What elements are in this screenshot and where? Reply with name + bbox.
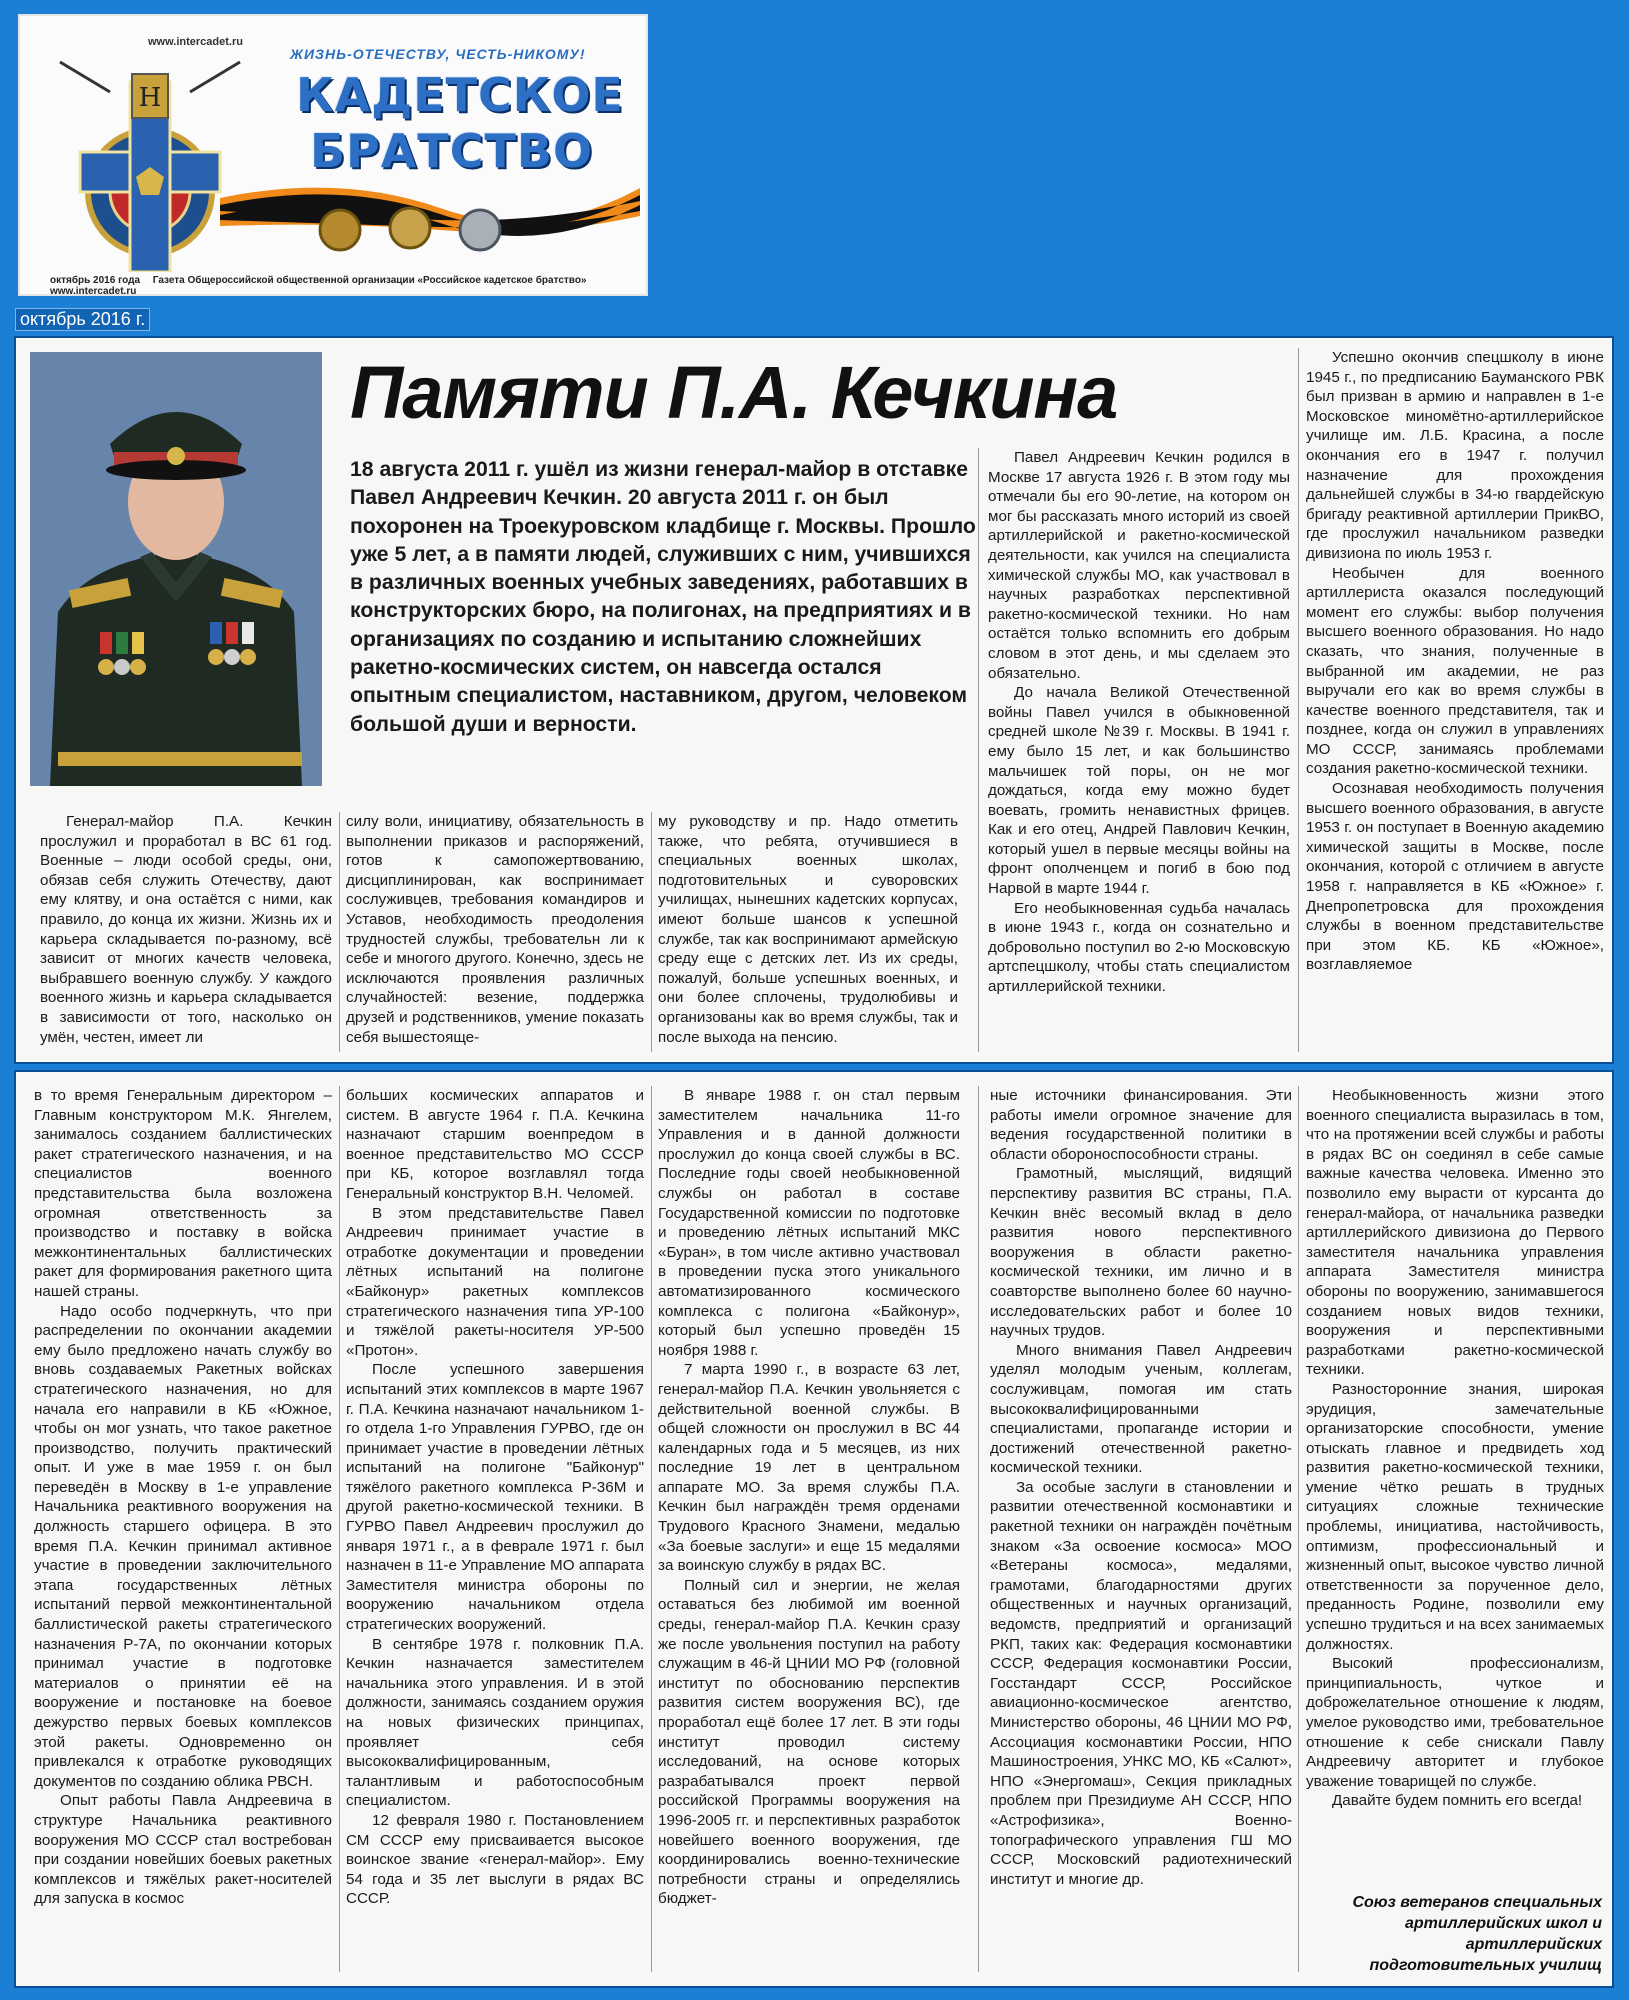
article-paragraph: До начала Великой Отечественной войны Павел учился в обыкновенной средней школе №39 г. Москвы. В 1941 г. ему было 15 лет, и как большинство мальчишек той поры, он не мог дождаться, когда ему можно будет воевать, громить ненавистных фрицев. Как и его отец, Андрей Павлович Кечкин, который ушел в первые месяцы войны на фронт ополченцем и погиб в бою под Нарвой в марте 1944 г. (988, 684, 1290, 898)
portrait-photo (30, 352, 322, 786)
article-paragraph: Осознавая необходимость получения высшего военного образования, в августе 1953 г. он поступает в Военную академию химической защиты в Москве, после окончания, которой с отличием в августе 1958 г. направляется в КБ «Южное» г. Днепропетровска для прохождения службы в военном представительстве при этом КБ. КБ «Южное», возглавляемое (1306, 780, 1604, 974)
article-paragraph: В январе 1988 г. он стал первым заместителем начальника 11-го Управления и в данной должности прослужил до конца своей службы в ВС. Последние годы своей необыкновенной службы он работал в составе Государственной комиссии по подготовке и проведению лётных испытаний МКС «Буран», в том числе активно участвовал в проведении пуска этого уникального автоматизированного космического комплекса с полигона «Байконур», который был успешно проведён 15 ноября 1988 г. (658, 1087, 960, 1359)
column-divider (339, 1086, 340, 1972)
article-paragraph: Грамотный, мыслящий, видящий перспективу развития ВС страны, П.А. Кечкин внёс весомый вклад в дело развития нового перспективного вооружения в области ракетно-космической техники, им лично и в соавторстве выполнено более 60 научно-исследовательских работ и более 10 научных трудов. (990, 1165, 1292, 1340)
article-paragraph: 7 марта 1990 г., в возрасте 63 лет, генерал-майор П.А. Кечкин увольняется с действительной военной службы. В общей сложности он прослужил в ВС 44 календарных года и 5 месяцев, из них последние 19 лет в центральном аппарате МО. За время службы П.А. Кечкин был награждён тремя орденами Трудового Красного Знамени, медалью «За боевые заслуги» и еще 15 медалями за воинскую службу в рядах ВС. (658, 1361, 960, 1575)
article-paragraph: Его необыкновенная судьба началась в июне 1943 г., когда он сознательно и добровольно поступил во 2-ю Московскую артспецшколу, чтобы стать специалистом артиллерийской техники. (988, 899, 1290, 996)
article-lead: 18 августа 2011 г. ушёл из жизни генерал-майор в отставке Павел Андреевич Кечкин. 20 августа 2011 г. он был похоронен на Троекуровском кладбище г. Москвы. Прошло уже 5 лет, а в памяти людей, служивших с ним, учившихся в различных военных учебных заведениях, работавших в конструкторских бюро, на полигонах, на предприятиях и в организациях по созданию и испытанию сложнейших ракетно-космических систем, он навсегда остался опытным специалистом, наставником, другом, человеком большой души и верности. (350, 458, 976, 736)
article-paragraph: Необычен для военного артиллериста оказался последующий момент его службы: выбор получения высшего военного образования. Но надо сказать, что знания, полученные в выбранной им академии, не раз выручали его как во время службы в качестве военного представителя, так и позднее, когда он служил в управлениях МО СССР, занимаясь проблемами создания ракетно-космической техники. (1306, 564, 1604, 778)
masthead-url: www.intercadet.ru (148, 36, 243, 48)
article-paragraph: В сентябре 1978 г. полковник П.А. Кечкин назначается заместителем начальника этого управления. И в этой должности, занимаясь созданием оружия на новых физических принципах, проявляет себя высококвалифицированным, талантливым и работоспособным специалистом. (346, 1635, 644, 1810)
masthead-motto: ЖИЗНЬ-ОТЕЧЕСТВУ, ЧЕСТЬ-НИКОМУ! (290, 46, 586, 62)
column-divider (651, 812, 652, 1052)
masthead-footer-url: www.intercadet.ru (50, 286, 137, 296)
masthead-title-line1: КАДЕТСКОЕ (296, 68, 624, 122)
article-paragraph: силу воли, инициативу, обязательность в выполнении приказов и распоряжений, готов к самопожертвованию, дисциплинирован, как воспринимает сослуживцев, требования командиров и Уставов, необходимость преодоления трудностей службы, требовательн ли к себе и многого другого. Конечно, здесь не исключаются проявления различных случайностей: везение, поддержка друзей и родственников, умение показать себя вышестояще- (346, 813, 644, 1046)
article-paragraph: му руководству и пр. Надо отметить также, что ребята, отучившиеся в специальных военных школах, подготовительных и суворовских училищах, нынешних кадетских корпусах, имеют больше шансов к успешной службе, так как воспринимают армейскую среду еще с детских лет. Из их среды, пожалуй, больше успешных военных, и они более сплочены, трудолюбивы и организованы как во время службы, так и после выхода на пенсию. (658, 813, 958, 1046)
svg-text:Н: Н (138, 83, 162, 113)
text-column-top-5 (1306, 348, 1604, 1058)
text-column-top-4 (988, 448, 1290, 1058)
article-paragraph: Давайте будем помнить его всегда! (1332, 1792, 1583, 1810)
text-column-bottom-4 (990, 1086, 1292, 1976)
text-column-top-3 (658, 812, 958, 1058)
text-column-top-2 (346, 812, 644, 1058)
column-divider (1298, 1086, 1299, 1972)
article-paragraph: Опыт работы Павла Андреевича в структуре Начальника реактивного вооружения МО СССР стал востребован при создании новейших боевых ракетных комплексов и тяжёлых ракет-носителей для запуска в космос (34, 1792, 332, 1908)
column-divider (978, 448, 979, 1052)
text-column-bottom-1 (34, 1086, 332, 1976)
article-paragraph: После успешного завершения испытаний этих комплексов в марте 1967 г. П.А. Кечкина назначают начальником 1-го отдела 1-го Управления ГУРВО, где он принимает участие в проведении лётных испытаний на полигоне "Байконур" тяжёлого ракетного комплекса Р-36М и другой ракетно-космической техники. В ГУРВО Павел Андреевич прослужил до января 1971 г., а в феврале 1971 г. был назначен в 11-е Управление МО аппарата Заместителя министра обороны по вооружению начальником отдела стратегических вооружений. (346, 1361, 644, 1634)
article-paragraph: Павел Андреевич Кечкин родился в Москве 17 августа 1926 г. В этом году мы отмечали бы его 90-летие, на котором он мог бы рассказать много историй из своей артиллерийской и ракетно-космической деятельности, как учился на специалиста химической службы МО, как участвовал в научных разработках перспективной ракетно-космической техники. Но нам остаётся только вспомнить его добрым словом в этот день, и мы сделаем это обязательно. (988, 449, 1290, 682)
article-paragraph: Много внимания Павел Андреевич уделял молодым ученым, коллегам, сослуживцам, помогая им стать высококвалифицированными специалистами, пропаганде истории и достижений отечественной ракетно-космической техники. (990, 1341, 1292, 1477)
article-paragraph: Надо особо подчеркнуть, что при распределении по окончании академии ему было предложено начать службу во вновь создаваемых Ракетных войсках стратегического назначения, но для начала его направили в КБ «Южное, чтобы он мог узнать, что такое ракетное производство, получить практический опыт. И уже в мае 1959 г. он был переведён в Москву в 1-е управление Начальника реактивного вооружения на должность старшего офицера. В это время П.А. Кечкин принимал активное участие в проведении заключительного этапа государственных лётных испытаний первой межконтинентальной баллистической ракеты стратегического назначения Р-7А, по окончании которых принимал участие в подготовке материалов о принятии её на вооружение и постановке на боевое дежурство первых боевых комплексов этой ракеты. Одновременно он привлекался к отработке руководящих документов по созданию облика РВСН. (34, 1302, 332, 1790)
issue-date-label: октябрь 2016 г. (15, 308, 150, 331)
article-paragraph: в то время Генеральным директором – Главным конструктором М.К. Янгелем, занималось созданием баллистических ракет стратегического назначения, и на специалистов военного представительства была возложена огромная ответственность за производство и поставку в войска межконтинентальных баллистических ракет для формирования ракетного щита нашей страны. (34, 1087, 332, 1300)
text-column-bottom-3 (658, 1086, 960, 1976)
newspaper-masthead (18, 14, 648, 296)
article-panel-bottom (14, 1070, 1614, 1988)
article-paragraph: За особые заслуги в становлении и развитии отечественной космонавтики и ракетной техники он награждён почётным знаком «За освоение космоса» МОО «Ветераны космоса», медалями, грамотами, благодарностями других общественных и научных организаций, ведомств, предприятий и организаций РКП, таких как: Федерация космонавтики СССР, Федерация космонавтики России, Госстандарт СССР, Российское авиационно-космическое агентство, Министерство обороны, 46 ЦНИИ МО РФ, Ассоциация космонавтики России, НПО Машиностроения, УНКС МО, КБ «Салют», НПО «Энергомаш», Секция прикладных проблем при Президиуме АН СССР, НПО «Астрофизика», Военно-топографического управления ГШ МО СССР, Московский радиотехнический институт и многие др. (990, 1478, 1292, 1888)
article-paragraph: В этом представительстве Павел Андреевич принимает участие в отработке документации и проведении лётных испытаний на полигоне «Байконур» ракетных комплексов стратегического назначения типа УР-100 и тяжёлой ракеты-носителя УР-500 «Протон». (346, 1204, 644, 1359)
article-paragraph: Генерал-майор П.А. Кечкин прослужил и проработал в ВС 61 год. Военные – люди особой среды, они, обязав себя служить Отечеству, дают ему клятву, и она остаётся с ними, как правило, до конца их жизни. Жизнь их и карьера складывается по-разному, всё зависит от многих качеств человека, выбравшего военную службу. У каждого военного жизнь и карьера складывается в зависимости от того, насколько он умён, честен, имеет ли (40, 813, 332, 1046)
column-divider (339, 812, 340, 1052)
article-paragraph: больших космических аппаратов и систем. В августе 1964 г. П.А. Кечкина назначают старшим военпредом в военное представительство МО СССР при КБ, которое возглавлял тогда Генеральный конструктор В.Н. Челомей. (346, 1087, 644, 1202)
article-headline: Памяти П.А. Кечкина (350, 351, 1118, 434)
column-divider (651, 1086, 652, 1972)
article-signature: Союз ветеранов специальных артиллерийских школ и артиллерийских подготовительных училищ (1352, 1894, 1602, 1974)
text-column-top-1 (40, 812, 332, 1058)
column-divider (1298, 348, 1299, 1052)
article-paragraph: Необыкновенность жизни этого военного специалиста выразилась в том, что на протяжении всей службы и работы в рядах ВС он соединял в себе самые важные качества человека. Именно это позволило ему вырасти от курсанта до генерал-майора, от начальника разведки артиллерийского дивизиона до Первого заместителя начальника управления аппарата Заместителя министра обороны по вооружению, занимавшегося созданием новых видов техники, вооружения и перспективными разработками ракетно-космической техники. (1306, 1087, 1604, 1379)
column-divider (978, 1086, 979, 1972)
text-column-bottom-2 (346, 1086, 644, 1976)
article-paragraph: Разносторонние знания, широкая эрудиция, замечательные организаторские способности, умение отыскать главное и предвидеть ход развития ракетно-космической техники, умение чётко решать в трудных ситуациях сложные технические проблемы, инициатива, настойчивость, оптимизм, профессиональный и жизненный опыт, высокое чувство личной ответственности за порученное дело, преданность Родине, позволили ему успешно трудиться и на всех занимаемых должностях. (1306, 1380, 1604, 1653)
text-column-bottom-5 (1306, 1086, 1604, 1866)
article-panel-top (14, 336, 1614, 1064)
masthead-footer-date: октябрь 2016 года (50, 275, 140, 286)
masthead-footer (50, 275, 646, 296)
masthead-footer-desc: Газета Общероссийской общественной организации «Российское кадетское братство» (152, 275, 587, 286)
st-george-ribbon (220, 168, 640, 258)
article-paragraph: 12 февраля 1980 г. Постановлением СМ СССР ему присваивается высокое воинское звание «генерал-майор». Ему 54 года и 35 лет выслуги в рядах ВС СССР. (346, 1811, 644, 1908)
masthead-title-line2: БРАТСТВО (310, 124, 594, 178)
article-paragraph: Успешно окончив спецшколу в июне 1945 г., по предписанию Бауманского РВК был призван в армию и направлен в 1-е Московское миномётно-артиллерийское училище им. Л.Б. Красина, а после окончания его в 1947 г. получил назначение для прохождения дальнейшей службы в 34-ю гвардейскую бригаду реактивной артиллерии ПрикВО, где прослужил начальником разведки дивизиона по июль 1953 г. (1306, 349, 1604, 562)
article-paragraph: Полный сил и энергии, не желая оставаться без любимой им военной среды, генерал-майор П.А. Кечкин сразу же после увольнения поступил на работу служащим в 46-й ЦНИИ МО РФ (головной институт по обоснованию перспектив развития систем вооружения ВС), где проработал ещё более 17 лет. В эти годы институт проводил систему исследований, на основе которых разрабатывался проект первой российской Программы вооружения на 1996-2005 гг. и перспективных разработок новейшего военного вооружения, где координировались военно-технические потребности страны и определялись бюджет- (658, 1576, 960, 1908)
article-paragraph: ные источники финансирования. Эти работы имели огромное значение для ведения государственной политики в области обороноспособности страны. (990, 1087, 1292, 1163)
article-paragraph: Высокий профессионализм, принципиальность, чуткое и доброжелательное отношение к людям, умелое руководство ими, требовательное отношение к себе снискали Павлу Андреевичу авторитет и глубокое уважение товарищей по службе. (1306, 1655, 1604, 1790)
